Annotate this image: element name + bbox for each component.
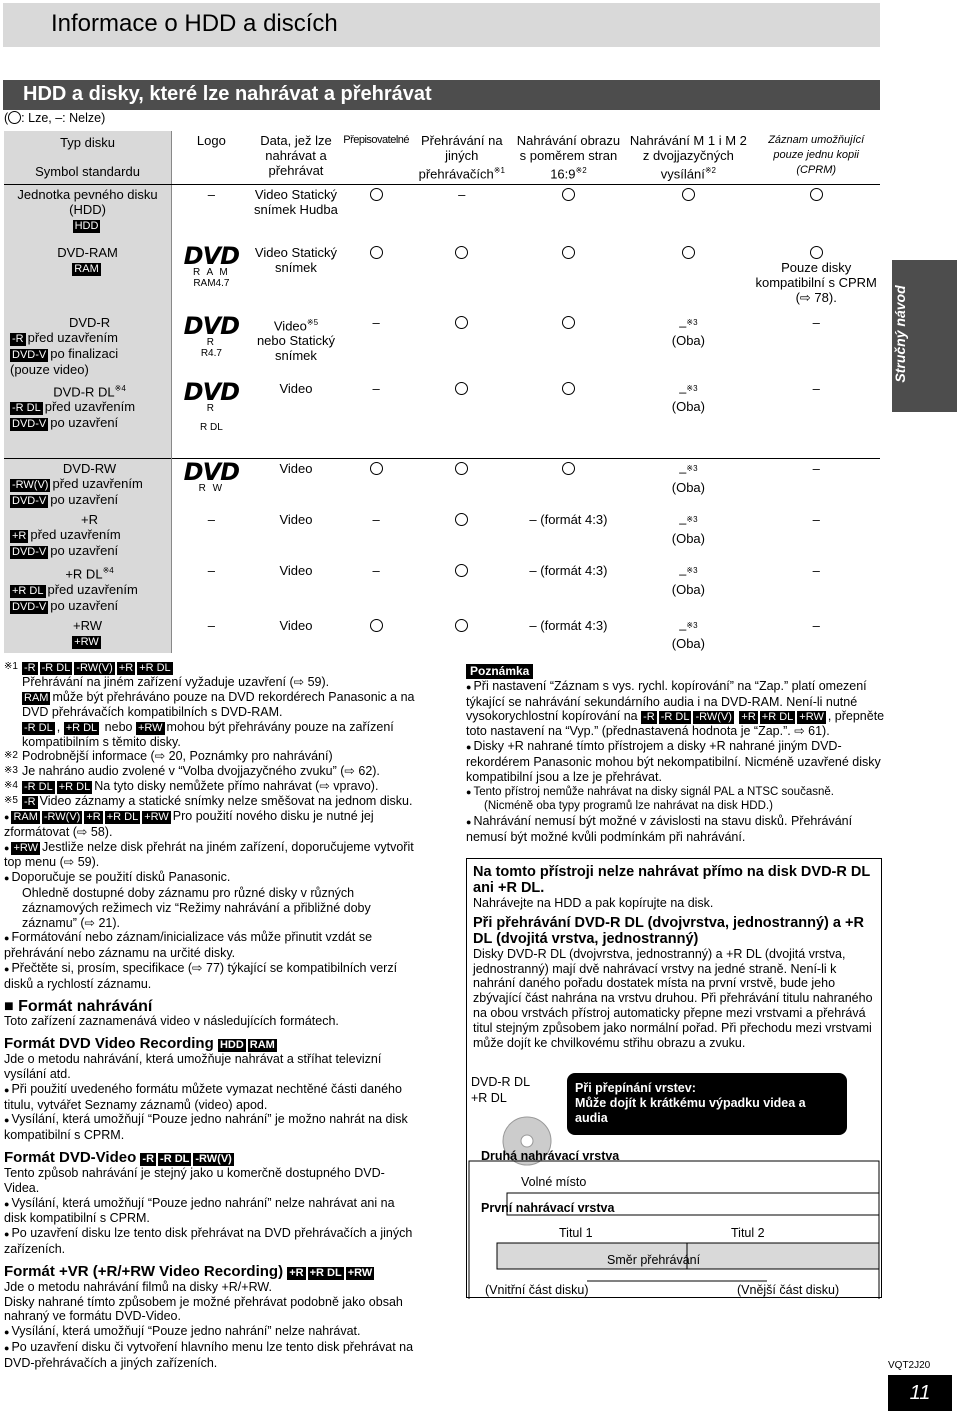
section-title-bar — [3, 80, 880, 110]
table-row: DVD-RW -RW(V) před uzavřením DVD-V po uzavření DVD R W Video –$^{※3}$ (Oba) – — [4, 459, 880, 511]
circle-icon — [8, 111, 21, 124]
side-tab[interactable]: Stručný návod — [892, 260, 957, 412]
table-row: +RW +RW – Video – (formát 4:3) –$^{※3}$ (Oba) – — [4, 616, 880, 653]
table-header-row: Typ disku Symbol standardu Logo Data, jež lze nahrávat a přehrávat Přepisovatelné Přehrávání na jiných přehrávačích$^{※1}$ Nahrávání obrazu s poměrem stran 16:9$^{※2}$ Nahrávání M 1 i M 2 z dvojjazyčných vysílání$^{※2}$ Záznam umožňující pouze jednu kopii (CPRM) — [4, 131, 880, 185]
legend: ( : Lze, –: Nelze) — [4, 111, 106, 125]
table-row: DVD-R DL$^{※4}$ -R DL před uzavřením DVD-V po uzavření DVD R R DL Video – –$^{※3}$ (Oba) – — [4, 379, 880, 459]
doc-code: VQT2J20 — [888, 1360, 931, 1371]
page-number: 11 — [888, 1375, 952, 1411]
table-row: DVD-R -R před uzavřením DVD-V po finalizaci (pouze video) DVD R R4.7 Video$^{※5}$ nebo Statický snímek – –$^{※3}$ (Oba) – — [4, 313, 880, 379]
table-row: DVD-RAM RAM DVD R A M RAM4.7 Video Statický snímek Pouze disky kompatibilní s CPRM (⇨ 78). — [4, 243, 880, 313]
table-row: Jednotka pevného disku (HDD) HDD – Video Statický snímek Hudba – — [4, 185, 880, 243]
dvd-rw-logo: DVD R W — [172, 459, 251, 511]
format-heading: ■ Formát nahrávání — [4, 997, 153, 1015]
dvd-r-logo: DVD R R4.7 — [183, 311, 240, 359]
page-title: Informace o HDD a discích — [51, 10, 338, 37]
note-section: Poznámka ● Při nastavení “Záznam s vys. rychl. kopírování” na “Zap.” platí omezení týkající se nahrávání sekundárního audia i na DVD-RAM. Není-li nutné vysokorychlostní kopírování na -R -R DL -RW(V) +R +R DL +RW , přepněte toto nastavení na “Vyp.” (přednastavená hodnota je “Zap.”. ⇨ 61). ● Disky +R nahrané tímto přístrojem a disky +R nahrané jiným DVD-rekordérem Panasonic mohou být nekompatibilní. Nicméně uzavřené disky kompatibilní jsou a lze je přehrávat. ● Tento přístroj nemůže nahrávat na disky signál PAL a NTSC současně. (Nicméně oba typy programů lze nahrávat na disk HDD.) ● Nahrávání nemusí být možné v závislosti na stavu disků. Přehrávání nemusí být možné kvůli podmínkám při nahrávání. — [466, 664, 886, 845]
footnotes: ※1 -R -R DL -RW(V) +R +R DL Přehrávání na jiném zařízení vyžaduje uzavření (⇨ 59). RAM může být přehráváno pouze na DVD rekordérech Panasonic a na DVD přehrávačích kompatibilních s DVD-RAM. -R DL , +R DL nebo +RW mohou být přehrávány pouze na zařízení kompatibilním s těmito disky. ※2 Podrobnější informace (⇨ 20, Poznámky pro nahrávání) ※3 Je nahráno audio zvolené v “Volba dvojjazyčného zvuku” (⇨ 62). ※4 -R DL +R DL Na tyto disky nemůžete přímo nahrávat (⇨ vpravo). ※5 -R Video záznamy a statické snímky nelze směšovat na jednom disku. ● RAM -RW(V) +R +R DL +RW Pro použití nového disku je nutné jej zformátovat (⇨ 58). ● +RW Jestliže nelze disk přehrát na jiném zařízení, doporučujeme vytvořit top menu (⇨ 59). ● Doporučuje se použití disků Panasonic. Ohledně dostupné doby záznamu pro různé disky v různých záznamových režimech viz “Režimy nahrávání a přibližné doby záznamu” (⇨ 21). ● Formátování nebo záznam/inicializace vás může přinutit vzdát se přehrávání nebo záznamu na určité disky. ● Přečtěte si, prosím, specifikace (⇨ 77) týkající se kompatibilních verzí disků a rychlostí záznamu. ■ Formát nahrávání Toto zařízení zaznamenává video v následujících formátech. Formát DVD Video Recording HDD RAM Jde o metodu nahrávání, která umožňuje nahrávat a stříhat televizní vysílání atd. ● Při použití uvedeného formátu můžete vymazat nechtěné části daného titulu, vytvářet Seznamy záznamů (video) apod. ● Vysílání, která umožňují “Pouze jedno nahrání” je možno nahrát na disk kompatibilní s CPRM. Formát DVD-Video -R -R DL -RW(V) Tento způsob nahrávání je stejný jako u komerčně dostupného DVD-Videa. ● Vysílání, která umožňují “Pouze jedno nahrání” nelze nahrávat ani na disk kompatibilní s CPRM. ● Po uzavření disku lze tento disk přehrávat na DVD přehrávačích a jiných zařízeních. Formát +VR (+R/+RW Video Recording) +R +R DL +RW Jde o metodu nahrávání filmů na disky +R/+RW. Disky nahrané tímto způsobem je možné přehrávat podobně jako obsah nahraný ve formátu DVD-Video. ● Vysílání, která umožňují “Pouze jedno nahrání” nelze nahrávat. ● Po uzavření disku či vytvoření hlavního menu lze tento disk přehrávat na DVD-přehrávačích a jiných zařízeních. — [4, 660, 419, 1370]
disc-table — [4, 131, 880, 653]
table-row: +R $DL^{※4}$ +R DL před uzavřením DVD-V po uzavření – Video – – (formát 4:3) –$^{※3}$ (Oba) – — [4, 561, 880, 615]
dvd-r-dl-logo: DVD R R DL — [183, 377, 240, 433]
table-row: +R +R před uzavřením DVD-V po uzavření – Video – – (formát 4:3) –$^{※3}$ (Oba) – — [4, 510, 880, 561]
section-title: HDD a disky, které lze nahrávat a přehrávat — [23, 83, 432, 105]
dl-info-box: Na tomto přístroji nelze nahrávat přímo na disk DVD-R DL ani +R DL. Nahrávejte na HDD a pak kopírujte na disk. Při přehrávání DVD-R DL (dvojvrstva, jednostranný) a +R DL (dvojitá vrstva, jednostranný) Disky DVD-R DL (dvojvrstva, jednostranný) a +R DL (dvojitá vrstva, jednostranný) mají dvě nahrávací vrstvy na jedné straně. Není-li k nahrání daného pořadu dostatek místa na první vrstvě, bude jeho zbývající část nahrána na vrstvu druhou. Při přehrávání titulu nahraného na obou vrstvách přístroj automaticky přepne mezi vrstvami a přehrává titul stejným způsobem jako normální pořad. Při přechodu mezi vrstvami může dojít ke chvilkovému střihu obrazu a zvuku. DVD-R DL +R DL Při přepínání vrstev: Může dojít k krátkému výpadku videa a audia Druhá nahrávací vrstva Volné místo První nahrávací vrstva Titul 1 Titul 2 Směr přehrávání (Vnitřní část disku) (Vnější část disku) — [466, 858, 882, 1298]
page-title-bar — [3, 3, 880, 47]
dvd-ram-logo: DVD R A M RAM4.7 — [183, 241, 240, 289]
